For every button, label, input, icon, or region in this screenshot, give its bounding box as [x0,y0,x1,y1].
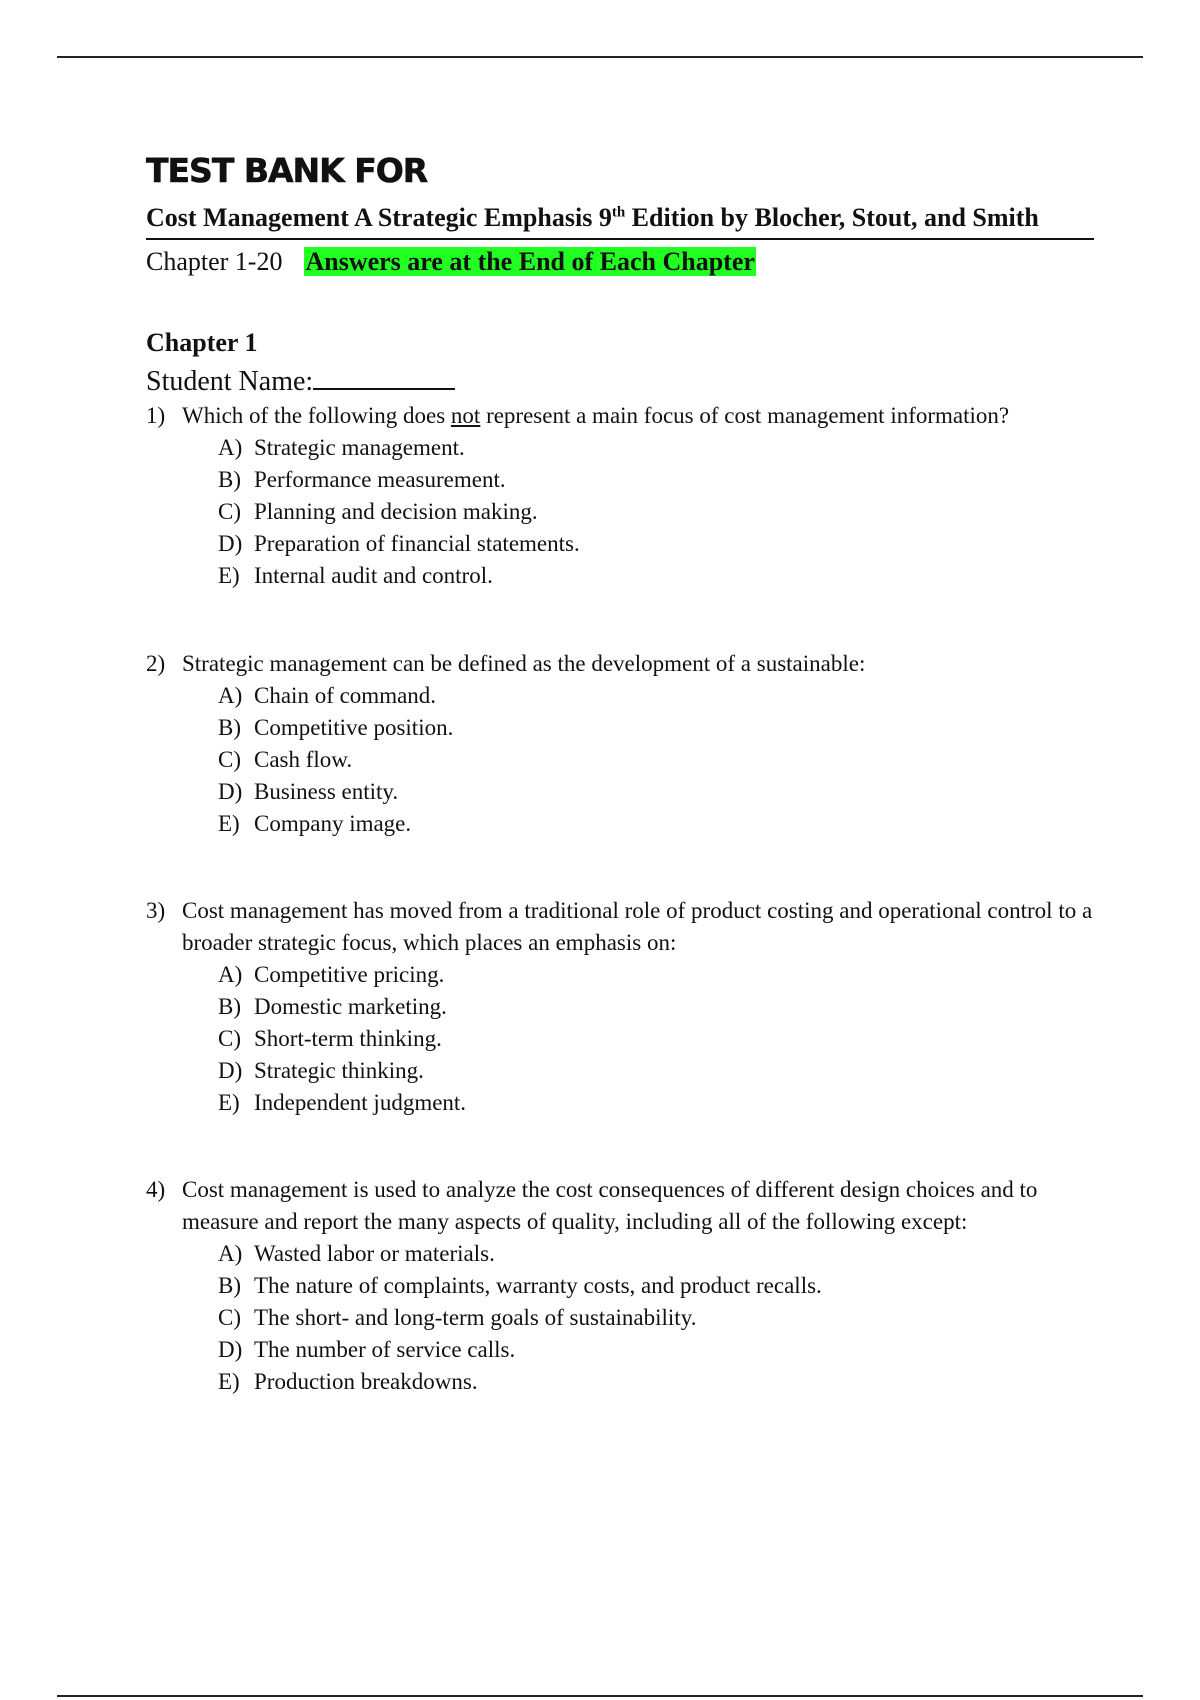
option-text: Strategic management. [254,434,465,460]
option-letter: D) [218,1336,243,1362]
question-text: Cost management is used to analyze the cost consequences of different design choices and to measure and report the many aspects of quality, including all of the following except: [182,1176,1038,1234]
option-text: Competitive pricing. [254,961,445,987]
top-rule [57,56,1143,58]
option-letter: B) [218,714,241,740]
answer-option [218,1087,1096,1119]
answer-option [218,1366,1096,1398]
question-stem [146,1174,1096,1238]
option-letter: A) [218,434,243,460]
option-text: Performance measurement. [254,466,506,492]
option-letter: D) [218,530,243,556]
question-stem [146,895,1096,959]
bottom-rule [57,1695,1143,1697]
chapter-range: Chapter 1-20 [146,247,283,277]
answers-note-highlight: Answers are at the End of Each Chapter [305,247,755,277]
answer-option [218,432,1096,464]
chapter-heading: Chapter 1 [146,327,258,357]
answer-option [218,680,1096,712]
option-letter: C) [218,1025,241,1051]
answer-option [218,808,1096,840]
answer-options [218,959,1096,1119]
answer-options [218,1238,1096,1398]
student-name-label: Student Name: [146,365,314,397]
answer-option [218,1055,1096,1087]
answer-option [218,528,1096,560]
answer-option [218,560,1096,592]
option-text: The nature of complaints, warranty costs, and product recalls. [254,1272,822,1298]
question-number: 2) [146,650,166,676]
question-text-underlined: not [450,402,481,428]
option-letter: C) [218,498,241,524]
question-text [182,400,1096,432]
option-letter: A) [218,961,243,987]
option-text: Domestic marketing. [254,993,447,1019]
question-stem [146,400,1096,432]
answer-option [218,712,1096,744]
option-letter: B) [218,1272,241,1298]
option-text: Production breakdowns. [254,1368,478,1394]
option-text: The short- and long-term goals of sustainability. [254,1304,697,1330]
option-letter: C) [218,746,241,772]
answer-option [218,464,1096,496]
option-text: Independent judgment. [254,1089,467,1115]
option-letter: E) [218,1368,240,1394]
book-subtitle [146,202,1094,241]
document-body [146,152,1096,1398]
option-letter: E) [218,1089,240,1115]
answer-option [218,1334,1096,1366]
answer-option [218,496,1096,528]
option-letter: A) [218,1240,243,1266]
option-letter: B) [218,993,241,1019]
answer-option [218,744,1096,776]
option-text: Strategic thinking. [254,1057,424,1083]
document-title: TEST BANK FOR [146,151,428,190]
answer-option [218,1238,1096,1270]
answer-option [218,776,1096,808]
option-letter: E) [218,562,240,588]
question-text-part: represent a main focus of cost management information? [480,402,1010,428]
option-text: Company image. [254,810,412,836]
answer-option [218,1302,1096,1334]
subtitle-text: Cost Management A Strategic Emphasis 9 [146,202,612,232]
question-number: 1) [146,402,166,428]
chapter-range-line [146,244,1096,279]
answer-option [218,959,1096,991]
option-text: Wasted labor or materials. [254,1240,495,1266]
answer-option [218,991,1096,1023]
option-letter: C) [218,1304,241,1330]
question-2 [146,648,1096,840]
option-text: The number of service calls. [254,1336,516,1362]
question-1 [146,400,1096,592]
option-text: Internal audit and control. [254,562,493,588]
option-text: Planning and decision making. [254,498,538,524]
student-name-blank [313,366,455,390]
answer-options [218,680,1096,840]
question-number: 4) [146,1176,166,1202]
question-text: Strategic management can be defined as the development of a sustainable: [182,650,866,676]
option-text: Preparation of financial statements. [254,530,580,556]
question-stem [146,648,1096,680]
option-letter: E) [218,810,240,836]
edition-superscript: th [611,204,626,221]
option-text: Business entity. [254,778,399,804]
question-number: 3) [146,897,166,923]
option-text: Chain of command. [254,682,437,708]
option-letter: A) [218,682,243,708]
option-letter: D) [218,1057,243,1083]
option-letter: D) [218,778,243,804]
option-text: Competitive position. [254,714,454,740]
answer-options [218,432,1096,592]
option-text: Short-term thinking. [254,1025,442,1051]
subtitle-authors: Edition by Blocher, Stout, and Smith [625,202,1039,232]
question-text: Cost management has moved from a traditional role of product costing and operational control to a broader strategic focus, which places an emphasis on: [182,897,1093,955]
question-text-part: Which of the following does [182,402,451,428]
answer-option [218,1023,1096,1055]
option-letter: B) [218,466,241,492]
student-name-line [146,364,1096,399]
question-3 [146,895,1096,1119]
answer-option [218,1270,1096,1302]
option-text: Cash flow. [254,746,353,772]
question-4 [146,1174,1096,1398]
